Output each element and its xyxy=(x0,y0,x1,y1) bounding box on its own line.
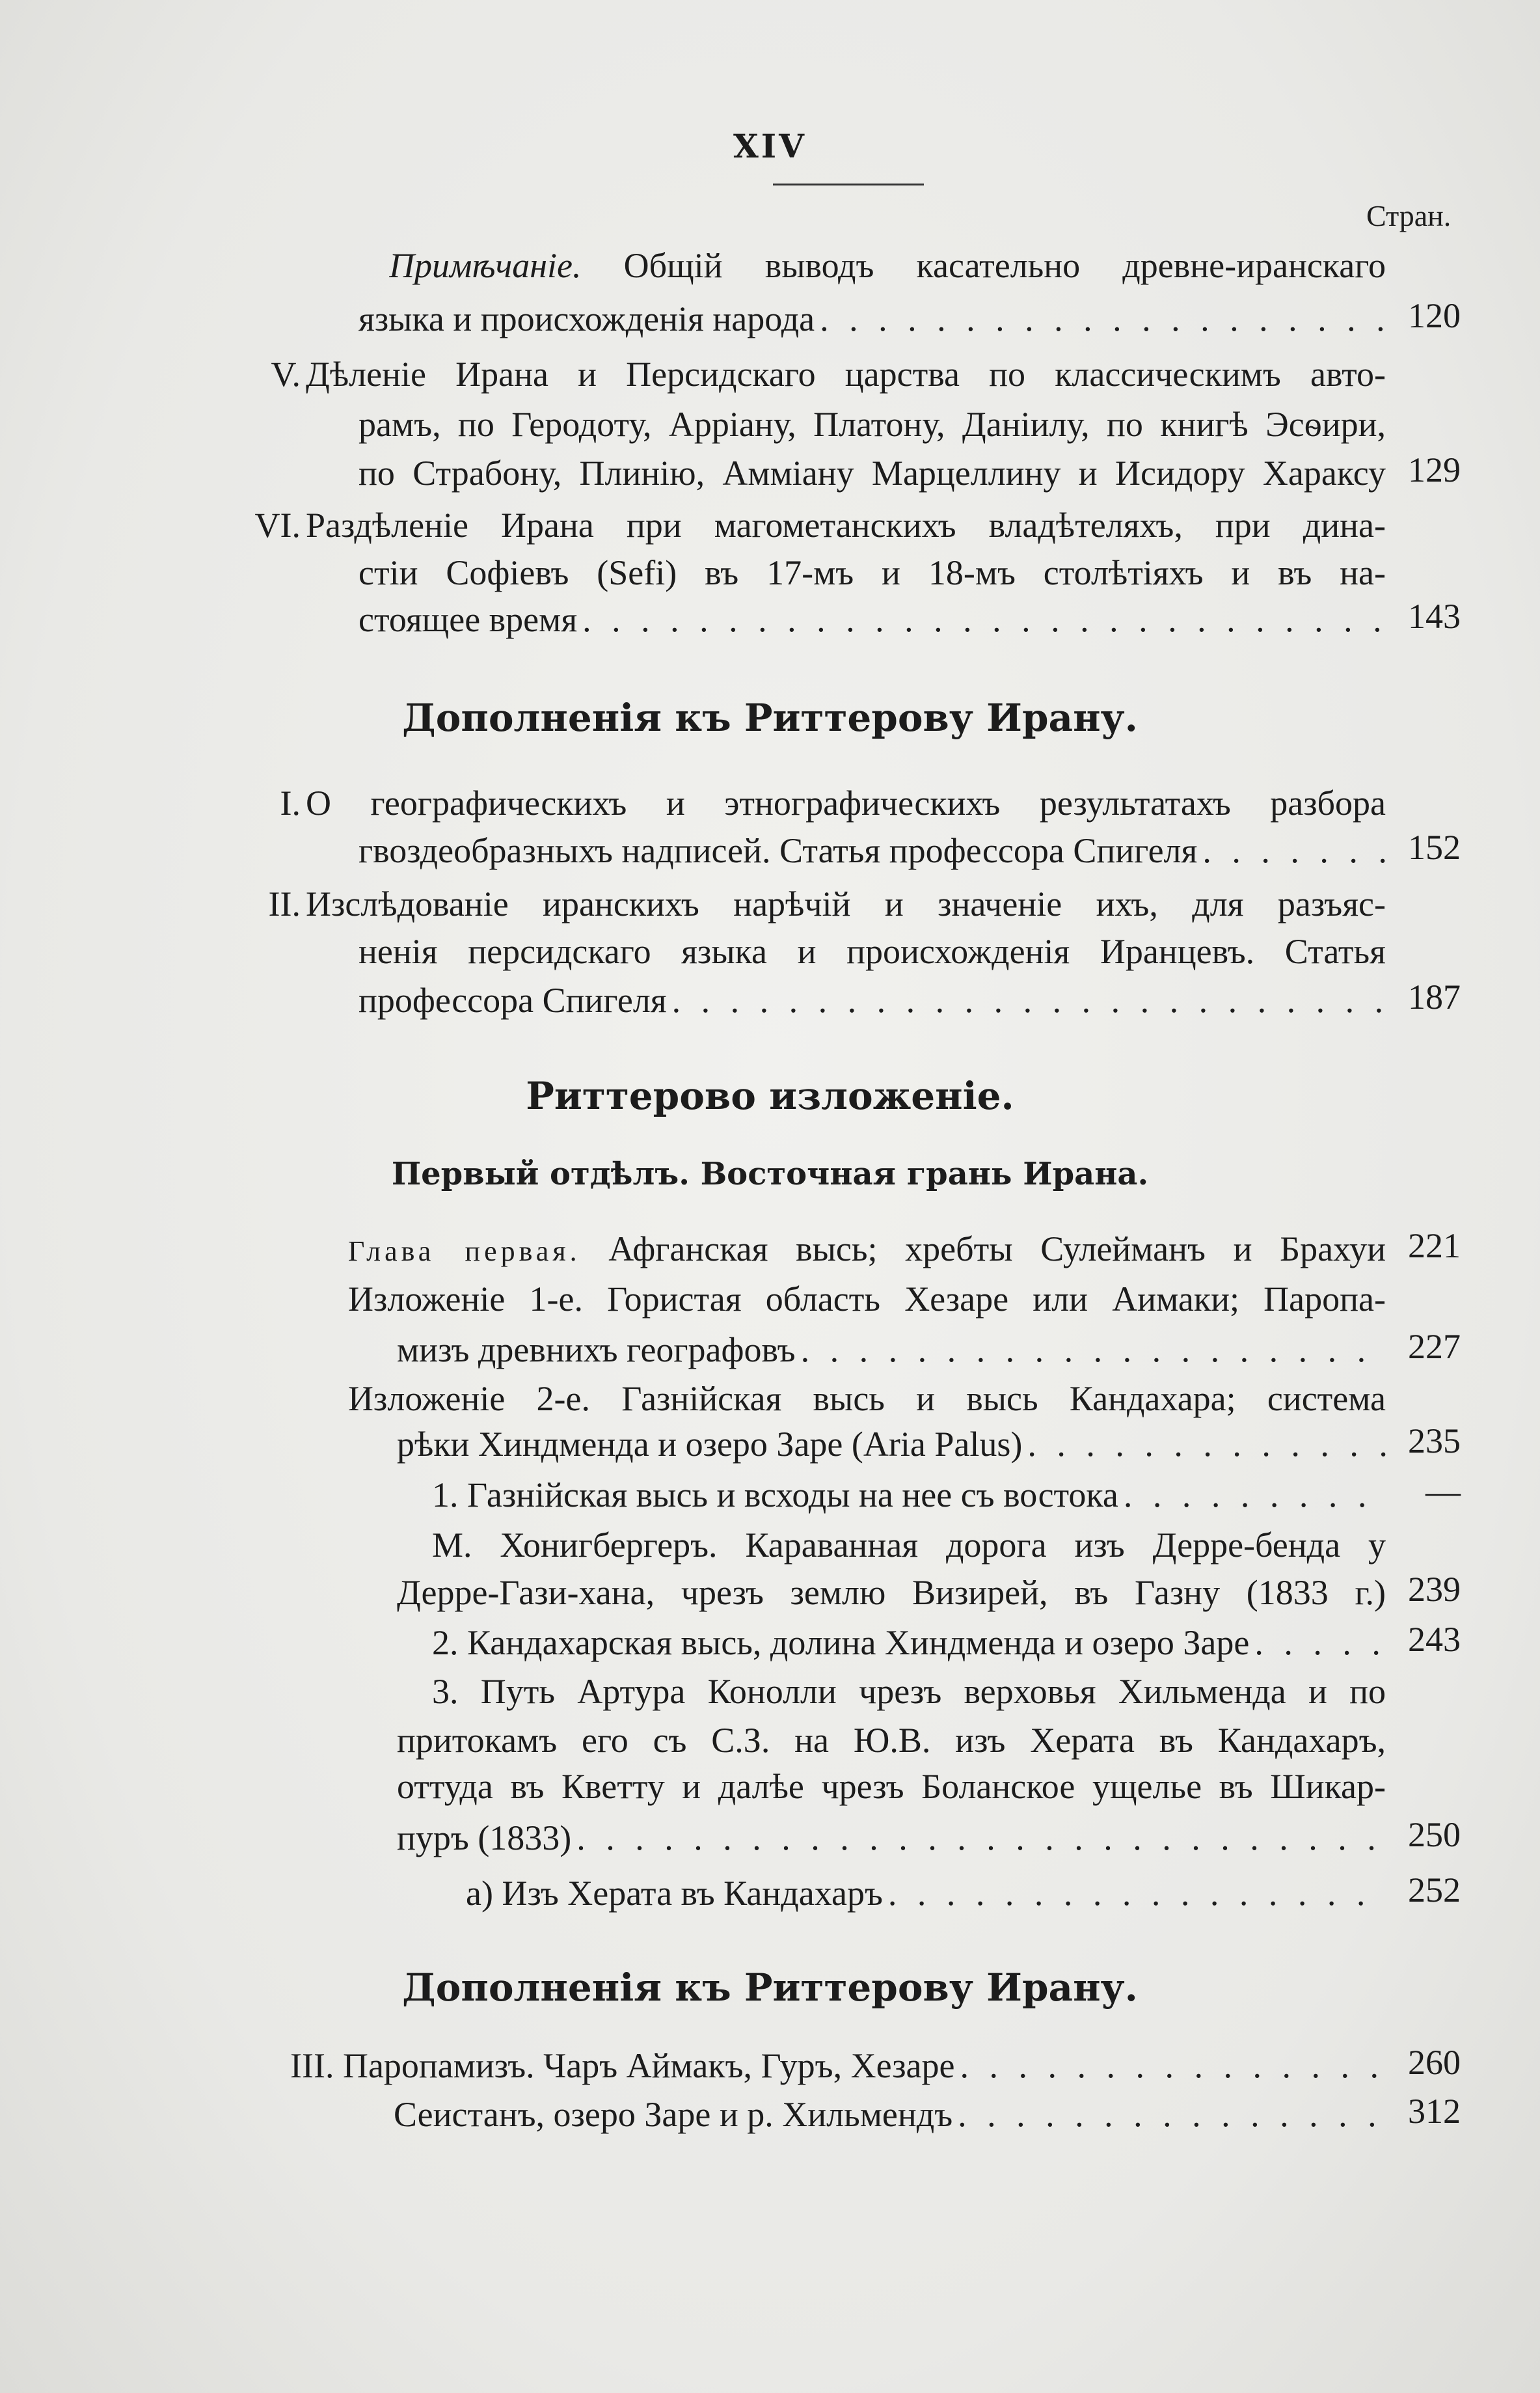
entry-text: языка и происхожденія народа xyxy=(358,299,815,338)
entry-text: III. Паропамизъ. Чаръ Аймакъ, Гуръ, Хезаре xyxy=(290,2046,955,2085)
entry-text: Изложеніе 1-е. Гористая область Хезаре или Аимаки; Паропа- xyxy=(348,1279,1386,1319)
toc-line xyxy=(306,881,1386,927)
entry-text: Дерре-Гази-хана, чрезъ землю Визирей, въ Газну (1833 г.) xyxy=(397,1573,1386,1612)
entry-text: оттуда въ Кветту и далѣе чрезъ Боланское ущелье въ Шикар- xyxy=(397,1767,1386,1806)
page-number: 143 xyxy=(1408,597,1461,636)
toc-line xyxy=(348,1276,1386,1322)
entry-text: стоящее время xyxy=(358,600,578,639)
entry-text: Изслѣдованіе иранскихъ нарѣчій и значеніе ихъ, для разъяс- xyxy=(306,884,1386,923)
page-number: 227 xyxy=(1408,1327,1461,1366)
entry-text: М. Хонигбергеръ. Караванная дорога изъ Дерре-бенда у xyxy=(432,1525,1386,1565)
toc-line xyxy=(397,1815,1386,1861)
page-number: — xyxy=(1425,1472,1461,1511)
toc-line xyxy=(397,1570,1386,1615)
entry-number: VI. xyxy=(254,506,301,545)
toc-line xyxy=(432,1669,1386,1714)
toc-line xyxy=(432,1522,1386,1568)
dot-leader xyxy=(952,2092,1386,2137)
entry-text: Дѣленіе Ирана и Персидскаго царства по классическимъ авто- xyxy=(306,355,1386,394)
dot-leader xyxy=(954,2043,1386,2088)
toc-line xyxy=(358,828,1386,873)
page-number: 239 xyxy=(1408,1570,1461,1609)
page-number: 235 xyxy=(1408,1421,1461,1460)
toc-line xyxy=(389,243,1386,288)
page-number: 221 xyxy=(1408,1226,1461,1265)
toc-line xyxy=(306,502,1386,548)
entry-text: стіи Софіевъ (Sefi) въ 17-мъ и 18-мъ столѣтіяхъ и въ на- xyxy=(358,553,1386,592)
page-number: 312 xyxy=(1408,2092,1461,2131)
entry-label: Глава первая. xyxy=(348,1235,581,1267)
entry-text: пуръ (1833) xyxy=(397,1818,572,1857)
entry-text: ненія персидскаго языка и происхожденія Иранцевъ. Статья xyxy=(358,932,1386,971)
dot-leader xyxy=(667,978,1386,1023)
dot-leader xyxy=(1118,1472,1386,1518)
heading-first-division: Первый отдѣлъ. Восточная грань Ирана. xyxy=(391,1156,1149,1192)
entry-text: гвоздеобразныхъ надписей. Статья профессора Спигеля xyxy=(358,831,1198,870)
toc-line xyxy=(348,1226,1386,1272)
heading-ritter-exposition: Риттерово изложеніе. xyxy=(526,1074,1014,1118)
toc-line xyxy=(290,2043,1386,2088)
entry-number: II. xyxy=(268,884,301,923)
heading-supplements-2: Дополненія къ Риттерову Ирану. xyxy=(402,1965,1138,2010)
toc-line xyxy=(358,978,1386,1023)
page-number: 120 xyxy=(1408,296,1461,335)
page-number: 260 xyxy=(1408,2043,1461,2082)
entry-text: рѣки Хиндменда и озеро Заре (Aria Palus) xyxy=(397,1425,1023,1464)
entry-text: Афганская высь; хребты Сулейманъ и Брахуи xyxy=(608,1229,1386,1268)
toc-line xyxy=(394,2092,1386,2137)
page-numeral: XIV xyxy=(733,127,807,165)
toc-line xyxy=(358,450,1386,496)
dot-leader xyxy=(815,296,1386,342)
entry-label: Примѣчаніе. xyxy=(389,246,582,285)
page-column-label: Стран. xyxy=(1366,199,1452,232)
toc-line xyxy=(358,597,1386,642)
page-number: 187 xyxy=(1408,978,1461,1017)
toc-line xyxy=(358,550,1386,595)
toc-line xyxy=(397,1764,1386,1809)
dot-leader xyxy=(883,1870,1386,1916)
entry-text: Изложеніе 2-е. Газнійская высь и высь Кандахара; система xyxy=(348,1379,1386,1418)
entry-text: 2. Кандахарская высь, долина Хиндменда и озеро Заре xyxy=(432,1623,1250,1662)
page-number: 250 xyxy=(1408,1815,1461,1854)
entry-number: I. xyxy=(280,784,301,823)
toc-line xyxy=(358,402,1386,447)
entry-text: по Страбону, Плинію, Амміану Марцеллину и Исидору Хараксу xyxy=(358,454,1386,493)
toc-line xyxy=(432,1472,1386,1518)
toc-line xyxy=(306,351,1386,397)
entry-text: а) Изъ Херата въ Кандахаръ xyxy=(466,1874,883,1913)
entry-text: Общій выводъ касательно древне-иранскаго xyxy=(623,246,1386,285)
toc-line xyxy=(432,1620,1386,1665)
dot-leader xyxy=(1022,1421,1386,1467)
dot-leader xyxy=(1249,1620,1386,1665)
toc-line xyxy=(466,1870,1386,1916)
toc-line xyxy=(358,296,1386,342)
page-number: 129 xyxy=(1408,450,1461,489)
entry-text: мизъ древнихъ географовъ xyxy=(397,1330,796,1369)
toc-line xyxy=(397,1421,1386,1467)
page-number: 152 xyxy=(1408,828,1461,867)
entry-text: притокамъ его съ С.З. на Ю.В. изъ Херата въ Кандахаръ, xyxy=(397,1721,1386,1760)
entry-text: рамъ, по Геродоту, Арріану, Платону, Даніилу, по книгѣ Эсѳири, xyxy=(358,405,1386,444)
toc-line xyxy=(306,780,1386,826)
heading-supplements-1: Дополненія къ Риттерову Ирану. xyxy=(402,696,1138,740)
page-number: 243 xyxy=(1408,1620,1461,1659)
page-number: 252 xyxy=(1408,1870,1461,1909)
entry-text: профессора Спигеля xyxy=(358,981,667,1020)
entry-text: 3. Путь Артура Конолли чрезъ верховья Хильменда и по xyxy=(432,1672,1386,1711)
toc-line xyxy=(397,1327,1386,1373)
entry-text: Сеистанъ, озеро Заре и р. Хильмендъ xyxy=(394,2095,953,2134)
toc-line xyxy=(397,1717,1386,1763)
dot-leader xyxy=(1197,828,1386,873)
dot-leader xyxy=(571,1815,1386,1861)
entry-number: V. xyxy=(271,355,301,394)
toc-line xyxy=(358,929,1386,974)
header-rule xyxy=(773,184,924,185)
dot-leader xyxy=(577,597,1386,642)
toc-line xyxy=(348,1376,1386,1421)
entry-text: Раздѣленіе Ирана при магометанскихъ владѣтеляхъ, при дина- xyxy=(306,506,1386,545)
entry-text: 1. Газнійская высь и всходы на нее съ востока xyxy=(432,1475,1118,1514)
entry-text: О географическихъ и этнографическихъ результатахъ разбора xyxy=(306,784,1386,823)
dot-leader xyxy=(796,1327,1386,1373)
